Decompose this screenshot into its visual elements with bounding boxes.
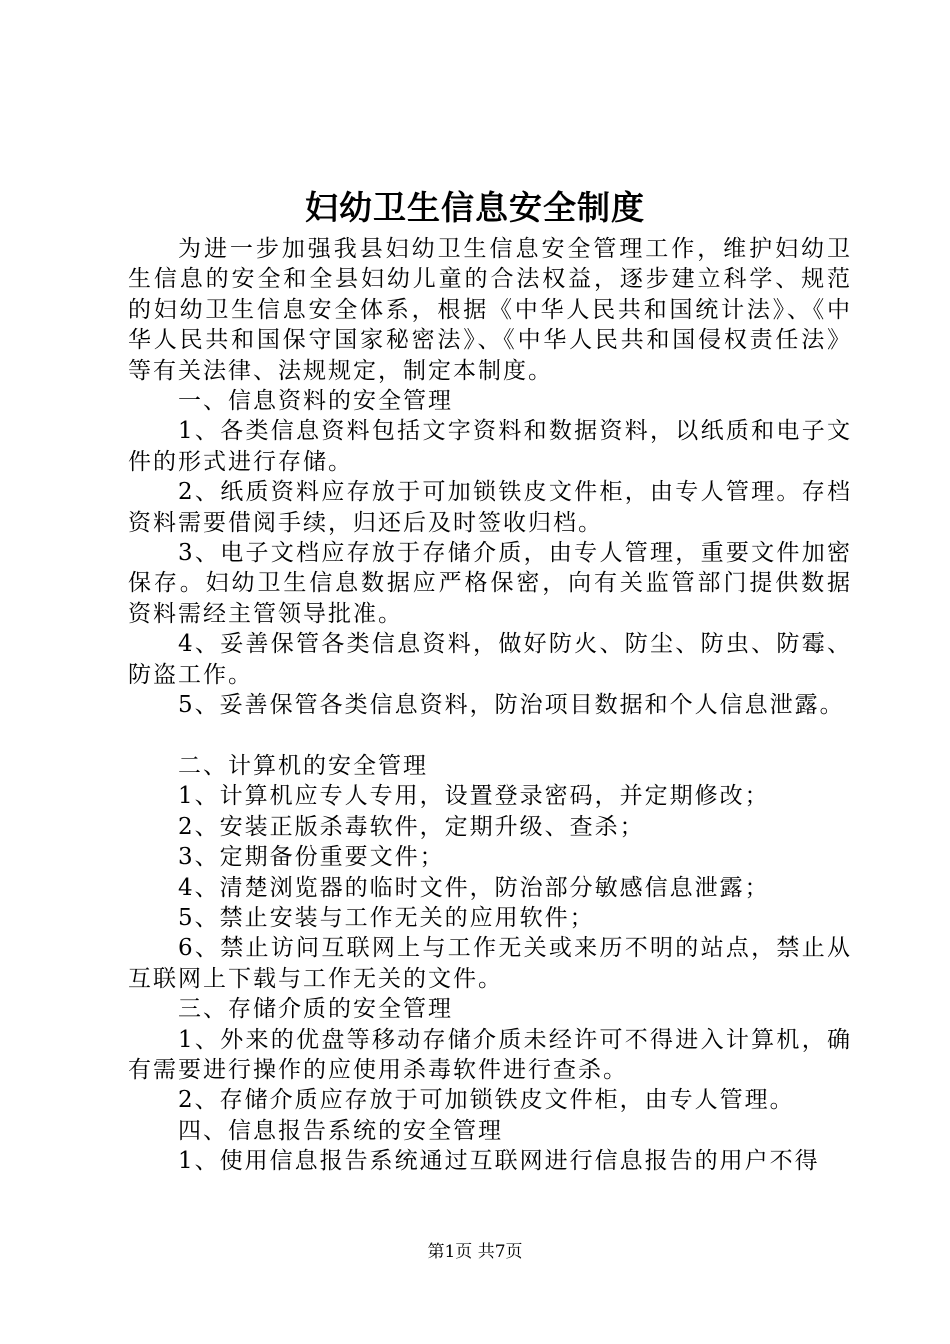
paragraph: 1、各类信息资料包括文字资料和数据资料，以纸质和电子文件的形式进行存储。 (128, 418, 852, 475)
section-heading-4: 四、信息报告系统的安全管理 (178, 1117, 503, 1144)
paragraph: 2、存储介质应存放于可加锁铁皮文件柜，由专人管理。 (178, 1087, 795, 1114)
paragraph: 1、外来的优盘等移动存储介质未经许可不得进入计算机，确有需要进行操作的应使用杀毒软件进行查杀。 (128, 1026, 852, 1083)
document-body (128, 234, 852, 1177)
paragraph: 1、使用信息报告系统通过互联网进行信息报告的用户不得 (178, 1148, 820, 1175)
paragraph: 2、安装正版杀毒软件，定期升级、查杀； (178, 813, 645, 840)
blank-line (128, 721, 852, 751)
paragraph: 4、清楚浏览器的临时文件，防治部分敏感信息泄露； (178, 874, 770, 901)
paragraph: 3、电子文档应存放于存储介质，由专人管理，重要文件加密保存。妇幼卫生信息数据应严格保密，向有关监管部门提供数据资料需经主管领导批准。 (128, 540, 852, 627)
paragraph: 1、计算机应专人专用，设置登录密码，并定期修改； (178, 783, 770, 810)
page-number: 第1页 共7页 (427, 1242, 523, 1262)
section-heading-3: 三、存储介质的安全管理 (178, 996, 453, 1023)
paragraph: 5、妥善保管各类信息资料，防治项目数据和个人信息泄露。 (178, 692, 845, 719)
paragraph: 5、禁止安装与工作无关的应用软件； (178, 904, 595, 931)
paragraph-intro: 为进一步加强我县妇幼卫生信息安全管理工作，维护妇幼卫生信息的安全和全县妇幼儿童的合法权益，逐步建立科学、规范的妇幼卫生信息安全体系，根据《中华人民共和国统计法》、《中华人民共和国保守国家秘密法》、《中华人民共和国侵权责任法》等有关法律、法规规定，制定本制度。 (128, 236, 852, 384)
document-title: 妇幼卫生信息安全制度 (305, 188, 645, 227)
paragraph: 6、禁止访问互联网上与工作无关或来历不明的站点，禁止从互联网上下载与工作无关的文件。 (128, 935, 852, 992)
section-heading-2: 二、计算机的安全管理 (178, 752, 428, 779)
paragraph: 2、纸质资料应存放于可加锁铁皮文件柜，由专人管理。存档资料需要借阅手续，归还后及时签收归档。 (128, 479, 852, 536)
paragraph: 3、定期备份重要文件； (178, 844, 445, 871)
paragraph: 4、妥善保管各类信息资料，做好防火、防尘、防虫、防霉、防盗工作。 (128, 631, 852, 688)
section-heading-1: 一、信息资料的安全管理 (178, 388, 453, 415)
